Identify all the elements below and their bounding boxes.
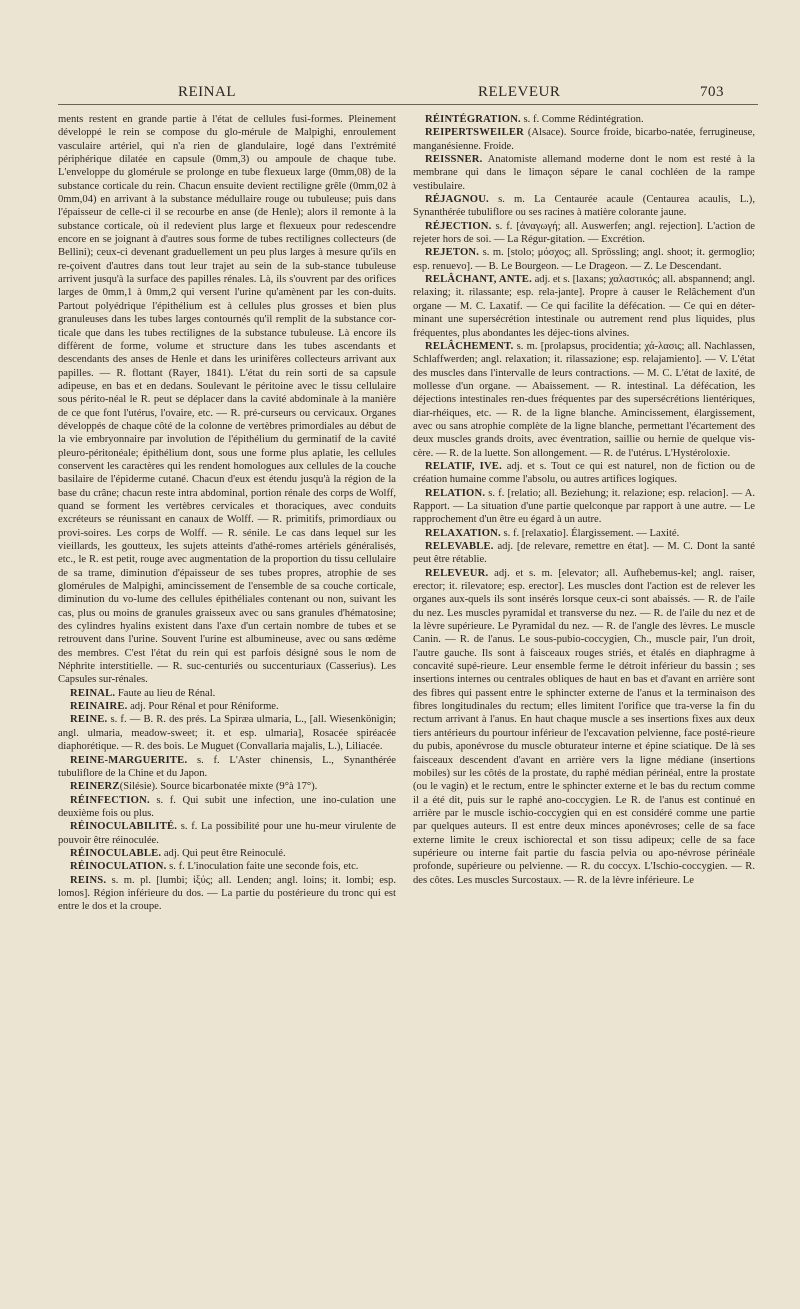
page-number: 703 xyxy=(700,84,724,100)
entry-headword: RELATION. xyxy=(425,487,486,499)
dictionary-entry xyxy=(413,193,755,220)
entry-definition: s. m. [prolapsus, procidentia; χά-λασις; all. Nachlassen, Schlaffwerden; angl. relaxation; it. rilassazione; esp. relajamiento]. — V. L'état des muscles dans l'intervalle de leurs contractions. — M. C. L'état de laxité, de mollesse d'un organe. — Abaissement. — R. intestinal. La défécation, les déjections intestinales ren-dues fréquentes par des supersécrétions lientériques, diar-rhéiques, etc. — R. de la ligne blanche. Amincissement, élargissement, avec ou sans atrophie complète de la ligne blanche, permettant l'écartement des deux muscles grands droits, avec éventration, saillie ou hernie de quelque vis-cère. — R. de la luette. Son allongement. — R. de l'utérus. L'Hystéroloxie. xyxy=(413,340,755,459)
dictionary-entry xyxy=(58,713,396,753)
dictionary-entry xyxy=(58,847,396,860)
header-right-word: RELEVEUR xyxy=(478,84,561,100)
entry-definition: Anatomiste allemand moderne dont le nom est resté à la membrane qui dans le limaçon sépare le canal cochléen de la rampe vestibulaire. xyxy=(413,154,755,192)
entry-headword: REINAL. xyxy=(70,687,116,699)
dictionary-entry xyxy=(58,780,396,793)
entry-headword: RELEVABLE. xyxy=(425,541,494,552)
dictionary-entry xyxy=(413,220,755,247)
entry-headword: RÉINTÉGRATION. xyxy=(425,114,521,125)
entry-definition: s. f. L'Aster chinensis, L., Synanthérée tubuliflore de la Chine et du Japon. xyxy=(58,754,396,779)
entry-headword: RÉINOCULATION. xyxy=(70,861,167,873)
entry-definition: adj. [de relevare, remettre en état]. — M. C. Dont la santé peut être rétablie. xyxy=(413,541,755,566)
entry-headword: REINS. xyxy=(70,874,107,886)
dictionary-entry xyxy=(413,113,755,126)
entry-definition: adj. et s. [laxans; χαλαστικός; all. abspannend; angl. relaxing; it. rilassante; esp. rela-jante]. Propre à causer le Relâchement d'un organe — M. C. Laxatif. — Ce qui facilite la défécation. — Ce qui en déter-minant une supersécrétion intestinale ou autrement rend plus liquides, plus fréquentes, plus abondantes les déjec-tions alvines. xyxy=(413,274,755,339)
dictionary-entry xyxy=(58,874,396,914)
entry-headword: REINERZ xyxy=(70,781,120,793)
dictionary-entry xyxy=(413,340,755,460)
entry-headword: RELATIF, IVE. xyxy=(425,460,502,472)
header-rule xyxy=(58,104,758,105)
entry-definition: adj. et s. m. [elevator; all. Aufhebemus-kel; angl. raiser, erector; it. rilevatore; esp. erector]. Les muscles dont l'action est de relever les organes aux-quels ils sont insérés lorsque ceux-ci sont abaissés. — R. de l'aile du nez. Les muscles pyramidal et transverse du nez. — R. de l'aile du nez et de la lèvre supérieure. Le Pyramidal du nez. — R. de l'angle des lèvres. Le muscle Canin. — R. de l'anus. Le sous-pubio-coccygien, Ch., muscle pair, l'un droit, l'autre gauche. Ils sont à faisceaux rouges striés, et étalés en diaphragme à concavité supé-rieure. Leur ensemble ferme le détroit inférieur du bassin ; ses insertions internes ou centrales obliques de haut en bas et d'avant en arrière sont des fibres qui passent entre le sphincter externe de l'anus et la terminaison des fibres longitudinales du rectum; elles limitent l'orifice que tra-verse la fin du rectum arrivant à l'anus. En haut chaque muscle a ses insertions fixes aux deux tiers antérieurs du pourtour inférieur de l'excavation pelvienne, face posté-rieure du pubis, aponévrose du muscle obturateur interne et épine sciatique. De là ses faisceaux descendent d'avant en arrière vers la ligne médiane (insertions mobiles) sur les côtés de la prostate, du raphé médian périnéal, entre la prostate (ou le vagin) et le rectum, entre le sphincter externe et le bas du rectum comme il a été dit, puis sur le raphé ano-coccygien. Le R. de l'anus est continué en arrière par le muscle ischio-coccygien qui en est considéré comme une partie par quelques auteurs. Il est entre deux minces aponévroses; celle de sa face externe limite le creux ischiorectal et son tissu adipeux; celle de sa face supérieure ou interne fait partie du fascia pelvia ou apo-névrose périnéale profonde, supérieure ou pelvienne. — R. du coccyx. L'Ischio-coccygien. — R. des côtes. Les muscles Surcostaux. — R. de la lèvre inférieure. Le xyxy=(413,567,755,886)
dictionary-entry xyxy=(413,487,755,527)
dictionary-entry xyxy=(413,273,755,340)
entry-headword: RELAXATION. xyxy=(425,527,501,539)
entry-definition: s. f. [ἀναγωγή; all. Auswerfen; angl. rejection]. L'action de rejeter hors de soi. — La Régur-gitation. — Excrétion. xyxy=(413,220,755,246)
entry-definition: s. m. [stolo; μόσχος; all. Sprössling; angl. shoot; it. germoglio; esp. renuevo]. — B. Le Bourgeon. — Le Drageon. — Z. Le Descendant. xyxy=(413,247,755,272)
dictionary-entry xyxy=(58,700,396,713)
entry-headword: REJETON. xyxy=(425,247,480,259)
entry-definition: s. f. [relatio; all. Beziehung; it. relazione; esp. relacion]. — A. Rapport. — La situation d'une partie quelconque par rapport à une autre. — Le rapprochement d'un être eu égard à un autre. xyxy=(413,487,755,526)
entry-definition: s. f. [relaxatio]. Élargissement. — Laxité. xyxy=(500,527,680,539)
dictionary-entry xyxy=(58,754,396,781)
entry-definition: s. f. La possibilité pour une hu-meur virulente de pouvoir être réinoculée. xyxy=(58,821,396,846)
dictionary-entry xyxy=(413,540,755,567)
dictionary-entry xyxy=(413,567,755,887)
entry-definition: (Silésie). Source bicarbonatée mixte (9°à 17°). xyxy=(119,781,318,793)
dictionary-entry xyxy=(413,527,755,540)
dictionary-entry xyxy=(413,153,755,193)
entry-definition: s. f. L'inoculation faite une seconde fois, etc. xyxy=(166,861,359,873)
dictionary-entry xyxy=(58,687,396,700)
entry-headword: REISSNER. xyxy=(425,154,483,166)
header-left-word: REINAL xyxy=(178,84,236,100)
entry-definition: Faute au lieu de Rénal. xyxy=(115,687,216,699)
right-column xyxy=(413,113,755,887)
dictionary-entry xyxy=(58,860,396,873)
dictionary-entry xyxy=(413,126,755,153)
entry-headword: RELEVEUR. xyxy=(425,567,489,579)
entry-definition: adj. Qui peut être Reinoculé. xyxy=(161,847,286,859)
entry-headword: RÉINFECTION. xyxy=(70,794,150,806)
entry-headword: RÉINOCULABILITÉ. xyxy=(70,821,178,833)
running-header xyxy=(0,84,800,106)
entry-headword: RELÂCHANT, ANTE. xyxy=(425,274,532,286)
entry-headword: RÉJECTION. xyxy=(425,220,492,232)
entry-definition: s. f. Comme Rédintégration. xyxy=(520,114,644,125)
entry-headword: REIPERTSWEILER xyxy=(425,127,524,139)
entry-definition: (Alsace). Source froide, bicarbo-natée, ferrugineuse, manganésienne. Froide. xyxy=(413,127,755,152)
left-column xyxy=(58,113,396,914)
entry-headword: RELÂCHEMENT. xyxy=(425,340,514,352)
dictionary-entry xyxy=(413,246,755,273)
dictionary-entry xyxy=(58,820,396,847)
entry-headword: REINE. xyxy=(70,714,108,726)
entry-definition: adj. Pour Rénal et pour Réniforme. xyxy=(127,701,279,713)
dictionary-entry xyxy=(413,460,755,487)
entry-definition: s. m. La Centaurée acaule (Centaurea acaulis, L.), Synanthérée tubuliflore ou ses racines à matière colorante jaune. xyxy=(413,194,755,219)
entry-definition: s. m. pl. [lumbi; ἰξύς; all. Lenden; angl. loins; it. lombi; esp. lomos]. Région inférieure du dos. — La partie du postérieure du tronc qui est entre le dos et la croupe. xyxy=(58,874,396,913)
entry-headword: RÉJAGNOU. xyxy=(425,194,489,206)
entry-definition: s. f. Qui subit une infection, une ino-culation une deuxième fois ou plus. xyxy=(58,794,396,819)
dictionary-entry xyxy=(58,794,396,821)
entry-definition: s. f. — B. R. des prés. La Spiræa ulmaria, L., [all. Wiesenkönigin; angl. ulmaria, meadow-sweet; it. et esp. ulmaria], Rosacée spiréacée diaphorétique. — R. des bois. Le Muguet (Convallaria majalis, L.), Liliacée. xyxy=(58,714,396,753)
continued-paragraph: ments restent en grande partie à l'état de cellules fusi-formes. Pleinement développé le rein se compose du glo-mérule de Malpighi, enroulement vasculaire artériel, qui n'a rien de glandulaire, logé dans l'extrémité périphérique dilatée en capsule (0mm,3) ou ampoule de chaque tube. L'enveloppe du glomérule se prolonge en tube flexueux large (0mm,08) de la substance corticale du rein. Chacun ensuite devient rectiligne grêle (0mm,02 à 0mm,04) en arrivant à la substance médullaire rouge ou tubuleuse; puis dans l'épaisseur de celle-ci il se recourbe en anse (de Henle); alors il remonte à la substance corticale, où il redevient plus large et flexueux pour redescendre encore en se joignant à d'autres sous forme de tubes rectilignes collecteurs (de Bellini); ceux-ci devenant graduellement un peu plus larges à mesure qu'ils en re-çoivent d'autres dans tout leur trajet au sein de la sub-stance tubuleuse arrivent jusqu'à la surface des papilles rénales. Là, ils s'ouvrent par des orifices larges de 0mm,1 à 0mm,2 qui versent l'urine qu'amènent par les con-duits. Partout polyédrique l'épithélium est à cellules plus grosses et bien plus granuleuses dans les tubes larges contournés qu'il remplit de la substance cor-ticale que dans les tubes rectilignes de la substance tubuleuse. Là encore ils diffèrent de forme, volume et structure dans les tubes ascendants et descendants des anses de Henle et dans les urinifères collecteurs arrivant aux papilles. — R. flottant (Rayer, 1841). L'état du rein sorti de sa capsule adipeuse, en bas et en dedans. Soulevant le péritoine avec le tissu cellulaire sous périto-néal le R. peut se déplacer dans la cavité abdominale à la manière de ce que font l'utérus, l'ovaire, etc. — R. pré-curseurs ou cervicaux. Organes développés de chaque côté de la colonne de vertèbres primordiales au début de la vie embryonnaire par involution de l'épithélium du germinatif de la cavité pleuro-péritonéale; épithélium dont, sous une forme plus aplatie, les cellules conservent les caractères qui les rendent homologues aux cellules de la couche basilaire de l'épiderme cutané. Chacun d'eux est étendu jusqu'à la région de la base du crâne; chacun reste intra abdominal, portion rénale des corps de Wolff, quand se forment les vertèbres cervicales et thoraciques, avec conduits excréteurs se réunissant en canaux de Wolff. — R. primitifs, primordiaux ou provi-soires. Les corps de Wolff. — R. sénile. Le cas dans lequel sur les vieillards, les goutteux, les sujets atteints d'athé-romes artériels généralisés, etc., le R. est petit, rouge avec augmentation de la proportion du tissu cellulaire de sa trame, diminution d'épaisseur de ses tubes propres, atrophie de ses glomérules de Malpighi, amincissement de l'ensemble de sa couche corticale, diminution du vo-lume des cellules épithéliales contenant ou non, suivant les cas, plus ou moins de granules graisseux avec ou sans granules d'hématosine; des cylindres hyalins existent dans l'axe d'un certain nombre de tubes et se retrouvent dans l'urine. Souvent l'urine est albumineuse, avec ou sans œdème des membres. C'est l'état du rein qui est parfois désigné sous le nom de Néphrite interstitielle. — R. suc-centuriés ou succenturiaux (Casserius). Les Capsules sur-rénales. xyxy=(58,114,396,686)
entry-headword: RÉINOCULABLE. xyxy=(70,847,162,859)
entry-headword: REINAIRE. xyxy=(70,701,128,713)
entry-definition: adj. et s. Tout ce qui est naturel, non de fiction ou de création humaine comme l'absolu, ou autres artifices logiques. xyxy=(413,460,755,486)
entry-headword: REINE-MARGUERITE. xyxy=(70,754,188,766)
